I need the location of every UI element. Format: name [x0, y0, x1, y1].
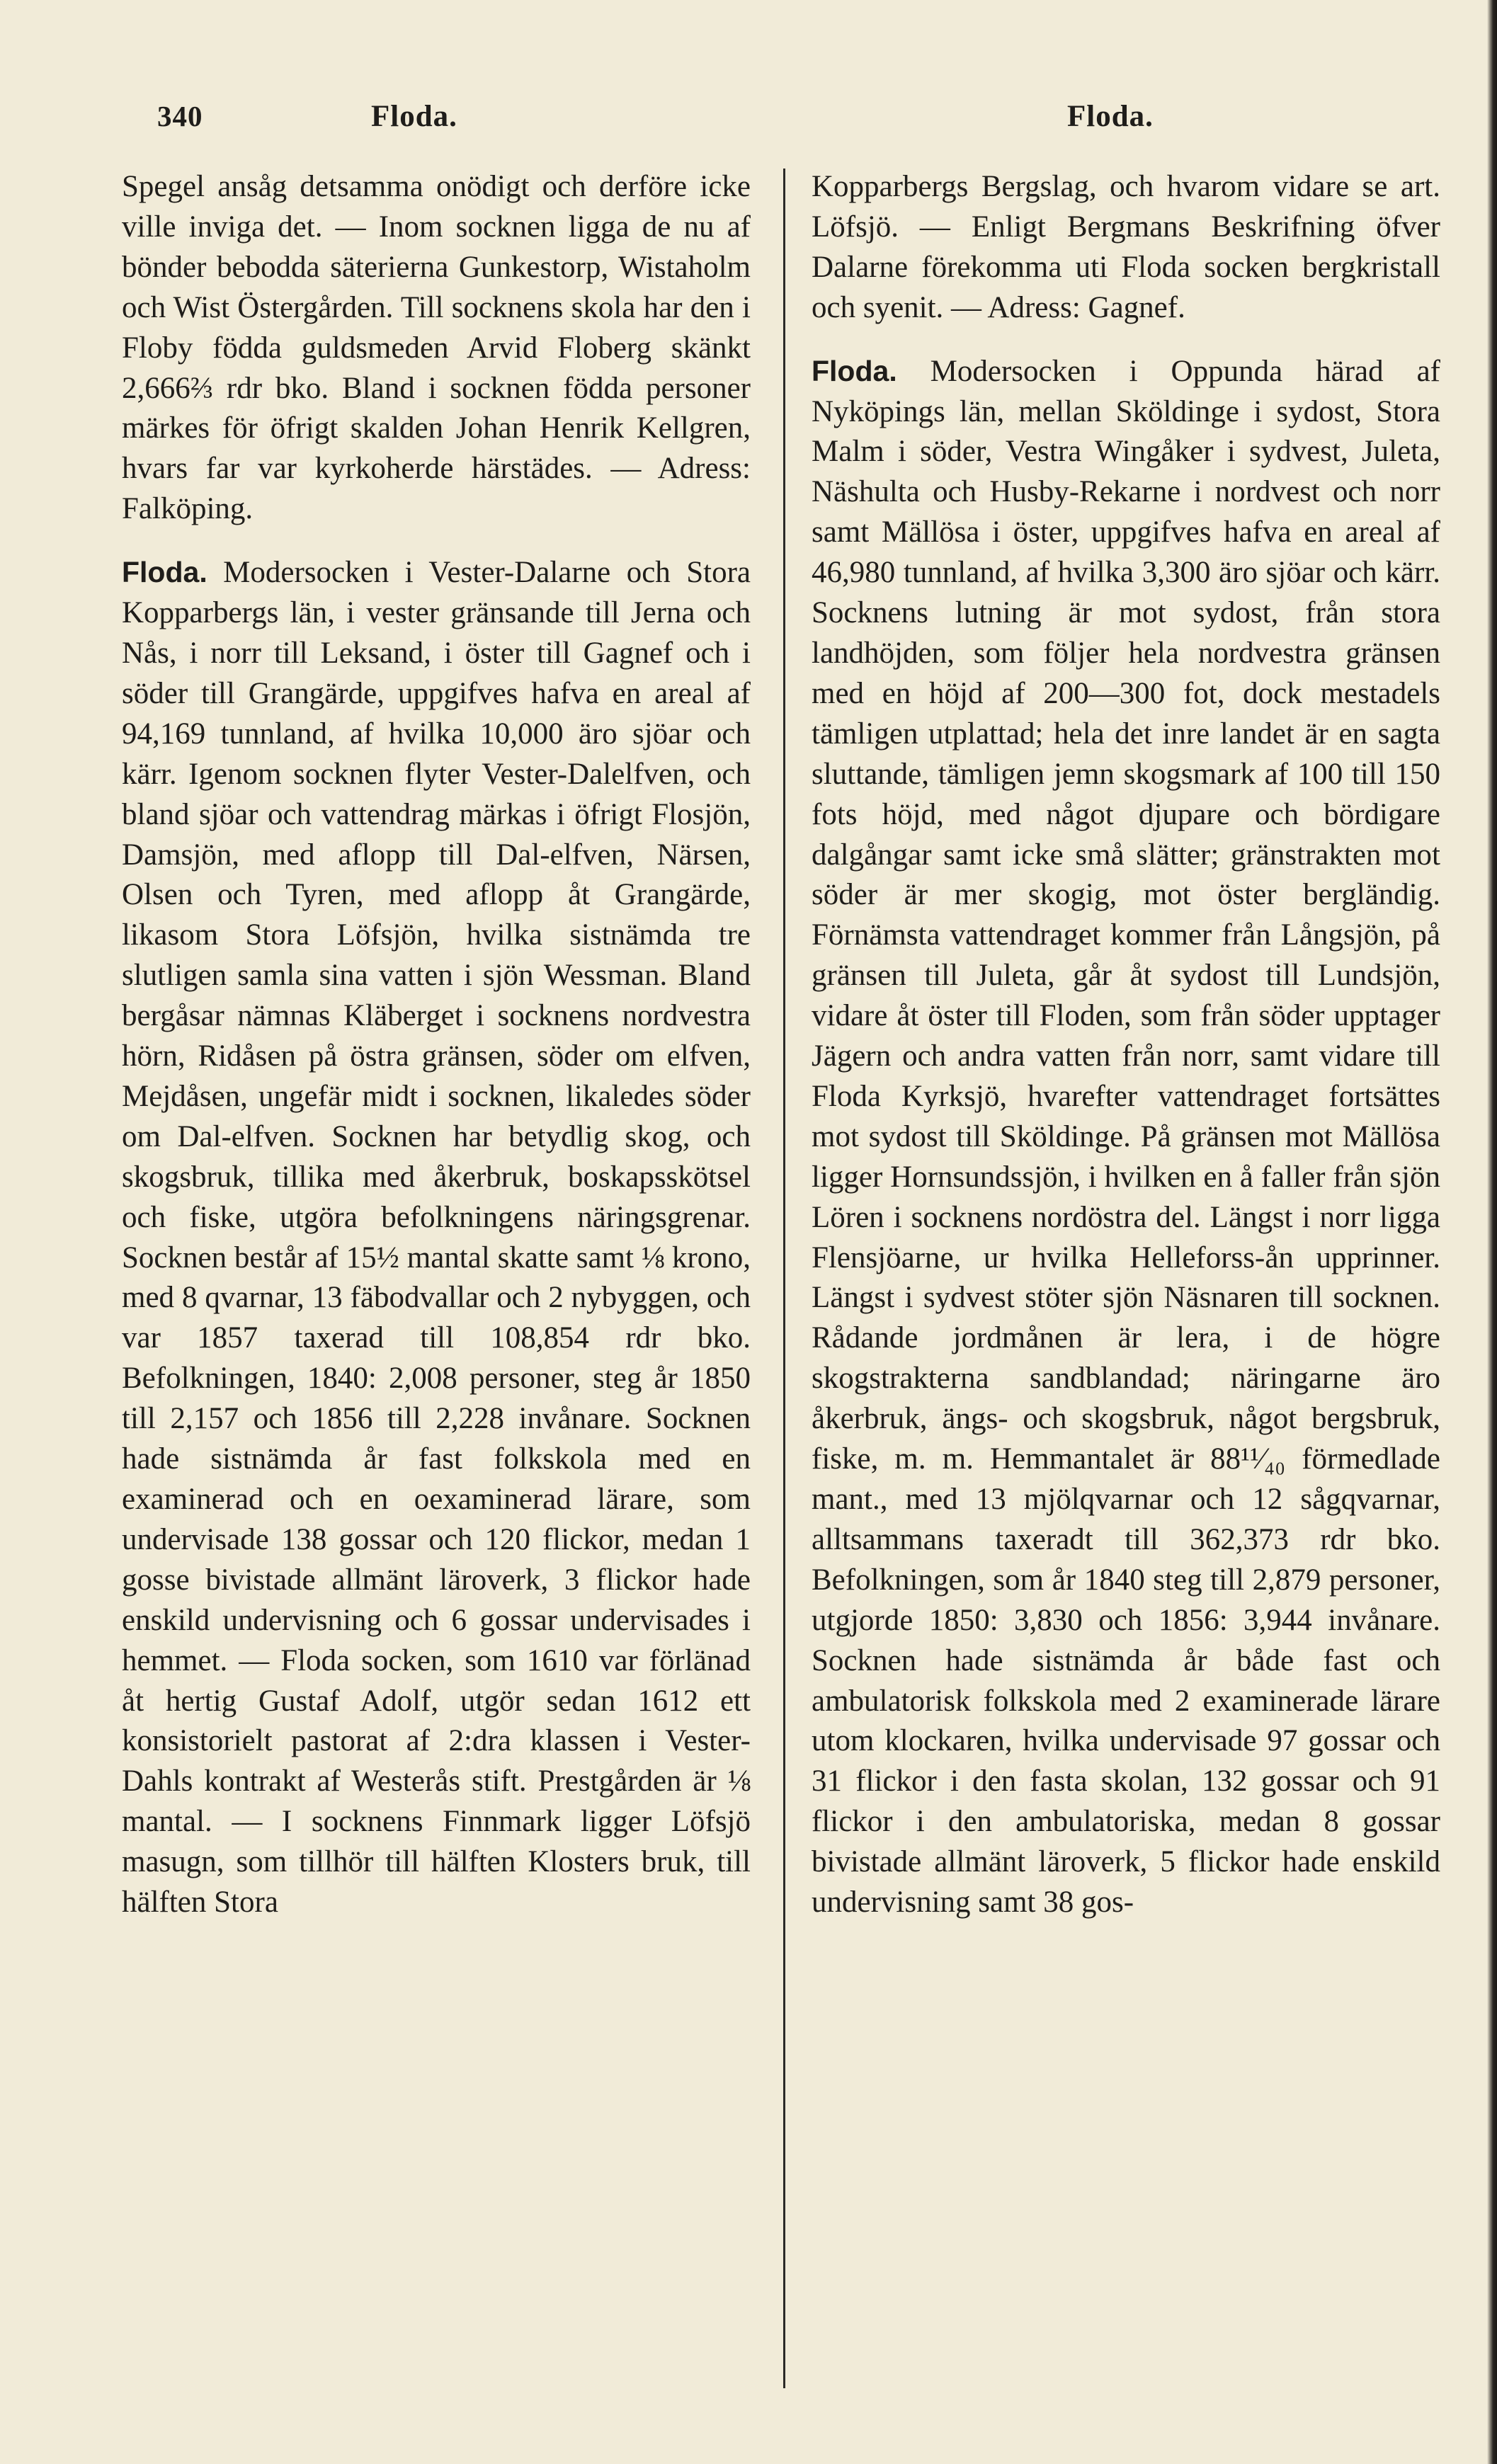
paragraph-floda-vester-dalarne	[122, 552, 751, 1923]
entry-body: Modersocken i Vester-Dalarne och Stora Kopparbergs län, i vester gränsande till Jerna och Nås, i norr till Leksand, i öster till Gagnef och i söder till Grangärde, uppgifves hafva en areal af 94,169 tunnland, af hvilka 10,000 äro sjöar och kärr. Igenom socknen flyter Vester-Dalelfven, och bland sjöar och vattendrag märkas i öfrigt Flosjön, Damsjön, med aflopp till Dal-elfven, Närsen, Olsen och Tyren, med aflopp åt Grangärde, likasom Stora Löfsjön, hvilka sistnämda tre slutligen samla sina vatten i sjön Wessman. Bland bergåsar nämnas Kläberget i socknens nordvestra hörn, Ridåsen på östra gränsen, söder om elfven, Mejdåsen, ungefär midt i socknen, likaledes söder om Dal-elfven. Socknen har betydlig skog, och skogsbruk, tillika med åkerbruk, boskapsskötsel och fiske, utgöra befolkningens näringsgrenar. Socknen består af 15½ mantal skatte samt ⅛ krono, med 8 qvarnar, 13 fäbodvallar och 2 nybyggen, och var 1857 taxerad till 108,854 rdr bko. Befolkningen, 1840: 2,008 personer, steg år 1850 till 2,157 och 1856 till 2,228 invånare. Socknen hade sistnämda år fast folkskola med en examinerad och en oexaminerad lärare, som undervisade 138 gossar och 120 flickor, medan 1 gosse bivistade allmänt läroverk, 3 flickor hade enskild undervisning och 6 gossar undervisades i hemmet. — Floda socken, som 1610 var förlänad åt hertig Gustaf Adolf, utgör sedan 1612 ett konsistorielt pastorat af 2:dra klassen i Vester-Dahls kontrakt af Westerås stift. Prestgården är ⅛ mantal. — I socknens Finnmark ligger Löfsjö masugn, som tillhör till hälften Klosters bruk, till hälften Stora	[122, 556, 751, 1920]
entry-heading: Floda.	[812, 354, 897, 387]
column-divider	[783, 169, 785, 2388]
running-title-left: Floda.	[371, 100, 457, 133]
paragraph-falkoping-entry: Spegel ansåg detsamma onödigt och derföre icke ville inviga det. — Inom socknen ligga de nu af bönder bebodda säterierna Gunkestorp, Wistaholm och Wist Östergården. Till socknens skola har den i Floby födda guldsmeden Arvid Floberg skänkt 2,666⅔ rdr bko. Bland i socknen födda personer märkes för öfrigt skalden Johan Henrik Kellgren, hvars far var kyrkoherde härstädes. — Adress: Falköping.	[122, 170, 751, 526]
paragraph-floda-oppunda	[812, 351, 1440, 1923]
page-number: 340	[157, 100, 203, 132]
running-title-right: Floda.	[1067, 100, 1154, 133]
entry-heading: Floda.	[122, 556, 207, 589]
page-edge	[1487, 0, 1497, 2464]
page-header	[0, 99, 1497, 142]
paragraph-continuation: Kopparbergs Bergslag, och hvarom vidare se art. Löfsjö. — Enligt Bergmans Beskrifning öfver Dalarne förekomma uti Floda socken bergkristall och syenit. — Adress: Gagnef.	[812, 170, 1440, 324]
right-column	[812, 167, 1440, 1923]
left-column	[122, 167, 751, 1923]
entry-body: Modersocken i Oppunda härad af Nyköpings län, mellan Sköldinge i sydost, Stora Malm i söder, Vestra Wingåker i sydvest, Juleta, Näshulta och Husby-Rekarne i nordvest och norr samt Mällösa i öster, uppgifves hafva en areal af 46,980 tunnland, af hvilka 3,300 äro sjöar och kärr. Socknens lutning är mot sydost, från stora landhöjden, som följer hela nordvestra gränsen med en höjd af 200—300 fot, dock mestadels tämligen utplattad; hela det inre landet är en sagta sluttande, tämligen jemn skogsmark af 100 till 150 fots höjd, med något djupare och bördigare dalgångar samt icke små slätter; gränstrakten mot söder är mer skogig, mot öster bergländig. Förnämsta vattendraget kommer från Långsjön, på gränsen till Juleta, går åt sydost till Lundsjön, vidare åt öster till Floden, som från söder upptager Jägern och andra vatten från norr, samt vidare till Floda Kyrksjö, hvarefter vattendraget fortsättes mot sydost till Sköldinge. På gränsen mot Mällösa ligger Hornsundssjön, i hvilken en å faller från sjön Lören i socknens nordöstra del. Längst i norr ligga Flensjöarne, ur hvilka Helleforss-ån upprinner. Längst i sydvest stöter sjön Näsnaren till socknen. Rådande jordmånen är lera, i de högre skogstrakterna sandblandad; näringarne äro åkerbruk, ängs- och skogsbruk, något bergsbruk, fiske, m. m. Hemmantalet är 88¹¹⁄₄₀ förmedlade mant., med 13 mjölqvarnar och 12 sågqvarnar, alltsammans taxeradt till 362,373 rdr bko. Befolkningen, som år 1840 steg till 2,879 personer, utgjorde 1850: 3,830 och 1856: 3,944 invånare. Socknen hade sistnämda år både fast och ambulatorisk folkskola med 2 examinerade lärare utom klockaren, hvilka undervisade 97 gossar och 31 flickor i den fasta skolan, 132 gossar och 91 flickor i den ambulatoriska, medan 8 gossar bivistade allmänt läroverk, 5 flickor hade enskild undervisning samt 38 gos-	[812, 354, 1440, 1920]
